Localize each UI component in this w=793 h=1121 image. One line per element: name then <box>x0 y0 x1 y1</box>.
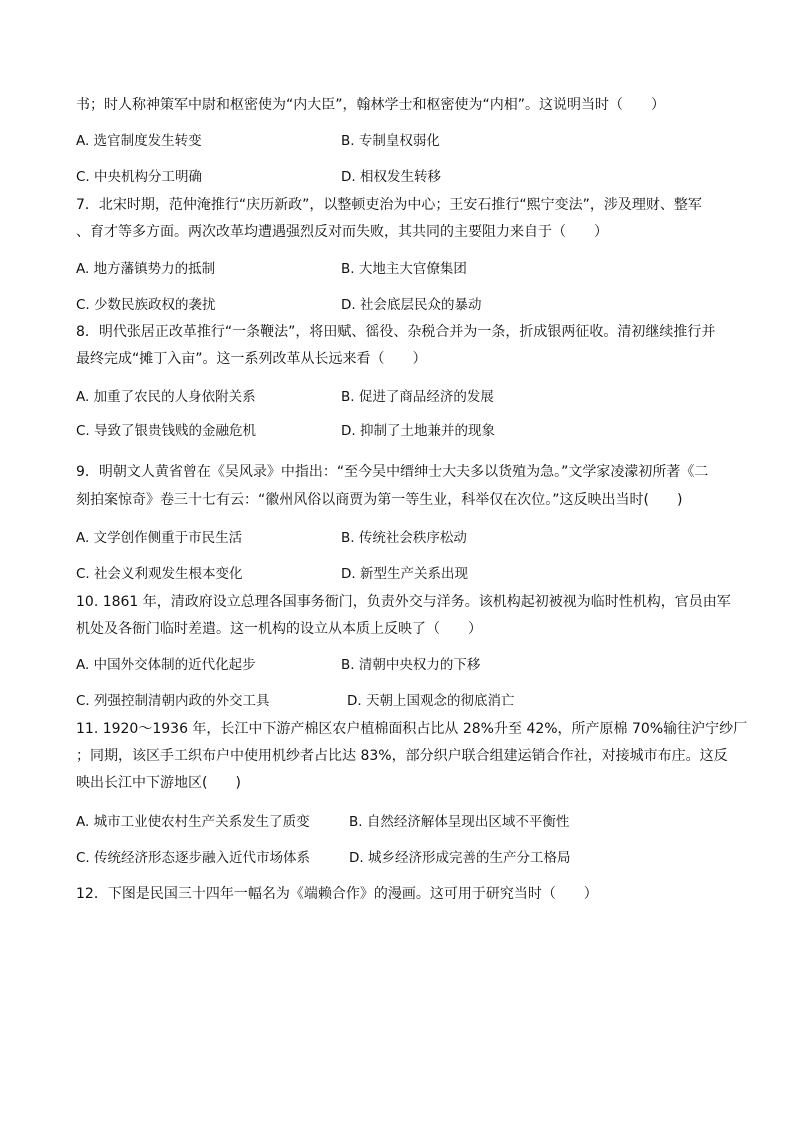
q10-option-d: D. 天朝上国观念的彻底消亡 <box>347 693 515 709</box>
q8-option-c: C. 导致了银贵钱贱的金融危机 <box>76 423 257 439</box>
q11-stem-line-2: ；同期，该区手工织布户中使用机纱者占比达 83%，部分织户联合组建运销合作社，对接城市布庄。这反 <box>76 748 728 764</box>
q11-option-c: C. 传统经济形态逐步融入近代市场体系 <box>76 850 311 866</box>
q7-option-a: A. 地方藩镇势力的抵制 <box>76 261 216 277</box>
q7-option-b: B. 大地主大官僚集团 <box>341 261 467 277</box>
q8-option-d: D. 抑制了土地兼并的现象 <box>341 423 495 439</box>
q6-option-c: C. 中央机构分工明确 <box>76 169 203 185</box>
question-6-stem-tail: 书；时人称神策军中尉和枢密使为“内大臣”，翰林学士和枢密使为“内相”。这说明当时（ ） <box>76 97 666 113</box>
q9-option-d: D. 新型生产关系出现 <box>341 566 468 582</box>
q11-option-b: B. 自然经济解体呈现出区域不平衡性 <box>349 814 570 830</box>
q7-option-d: D. 社会底层民众的暴动 <box>341 297 482 313</box>
q10-stem-line-2: 机处及各衙门临时差遣。这一机构的设立从本质上反映了（ ） <box>76 621 482 637</box>
q8-stem-line-1: 8．明代张居正改革推行“一条鞭法”，将田赋、徭役、杂税合并为一条，折成银两征收。清初继续推行并 <box>76 324 716 340</box>
q8-option-b: B. 促进了商品经济的发展 <box>341 389 494 405</box>
q8-stem-line-2: 最终完成“摊丁入亩”。这一系列改革从长远来看（ ） <box>76 351 427 367</box>
q8-option-a: A. 加重了农民的人身依附关系 <box>76 389 256 405</box>
q9-option-a: A. 文学创作侧重于市民生活 <box>76 530 243 546</box>
q11-option-a: A. 城市工业使农村生产关系发生了质变 <box>76 814 310 830</box>
q7-option-c: C. 少数民族政权的袭扰 <box>76 297 216 313</box>
q9-option-b: B. 传统社会秩序松动 <box>341 530 467 546</box>
q9-stem-line-1: 9．明朝文人黄省曾在《吴风录》中指出：“至今吴中缙绅士大夫多以货殖为急。”文学家凌濛初所著《二 <box>76 464 709 480</box>
q7-stem-line-1: 7．北宋时期，范仲淹推行“庆历新政”，以整顿吏治为中心；王安石推行“熙宁变法”，涉及理财、整军 <box>76 197 702 213</box>
q11-stem-line-1: 11. 1920～1936 年，长江中下游产棉区农户植棉面积占比从 28%升至 42%，所产原棉 70%输往沪宁纱厂 <box>76 721 748 737</box>
q9-stem-line-2: 刻拍案惊奇》卷三十七有云：“徽州风俗以商贾为第一等生业，科举仅在次位。”这反映出当时( ) <box>76 492 683 508</box>
q7-stem-line-2: 、育才等多方面。两次改革均遭遇强烈反对而失败，其共同的主要阻力来自于（ ） <box>76 224 608 240</box>
q6-option-b: B. 专制皇权弱化 <box>341 133 440 149</box>
q11-stem-line-3: 映出长江中下游地区( ) <box>76 775 241 791</box>
q6-option-a: A. 选官制度发生转变 <box>76 133 202 149</box>
q11-option-d: D. 城乡经济形成完善的生产分工格局 <box>349 850 571 866</box>
q10-stem-line-1: 10. 1861 年，清政府设立总理各国事务衙门，负责外交与洋务。该机构起初被视为临时性机构，官员由军 <box>76 594 731 610</box>
q10-option-c: C. 列强控制清朝内政的外交工具 <box>76 693 270 709</box>
q12-stem-line-1: 12．下图是民国三十四年一幅名为《端赖合作》的漫画。这可用于研究当时（ ） <box>76 886 598 902</box>
q10-option-b: B. 清朝中央权力的下移 <box>341 657 481 673</box>
q10-option-a: A. 中国外交体制的近代化起步 <box>76 657 256 673</box>
q6-option-d: D. 相权发生转移 <box>341 169 441 185</box>
q9-option-c: C. 社会义利观发生根本变化 <box>76 566 243 582</box>
